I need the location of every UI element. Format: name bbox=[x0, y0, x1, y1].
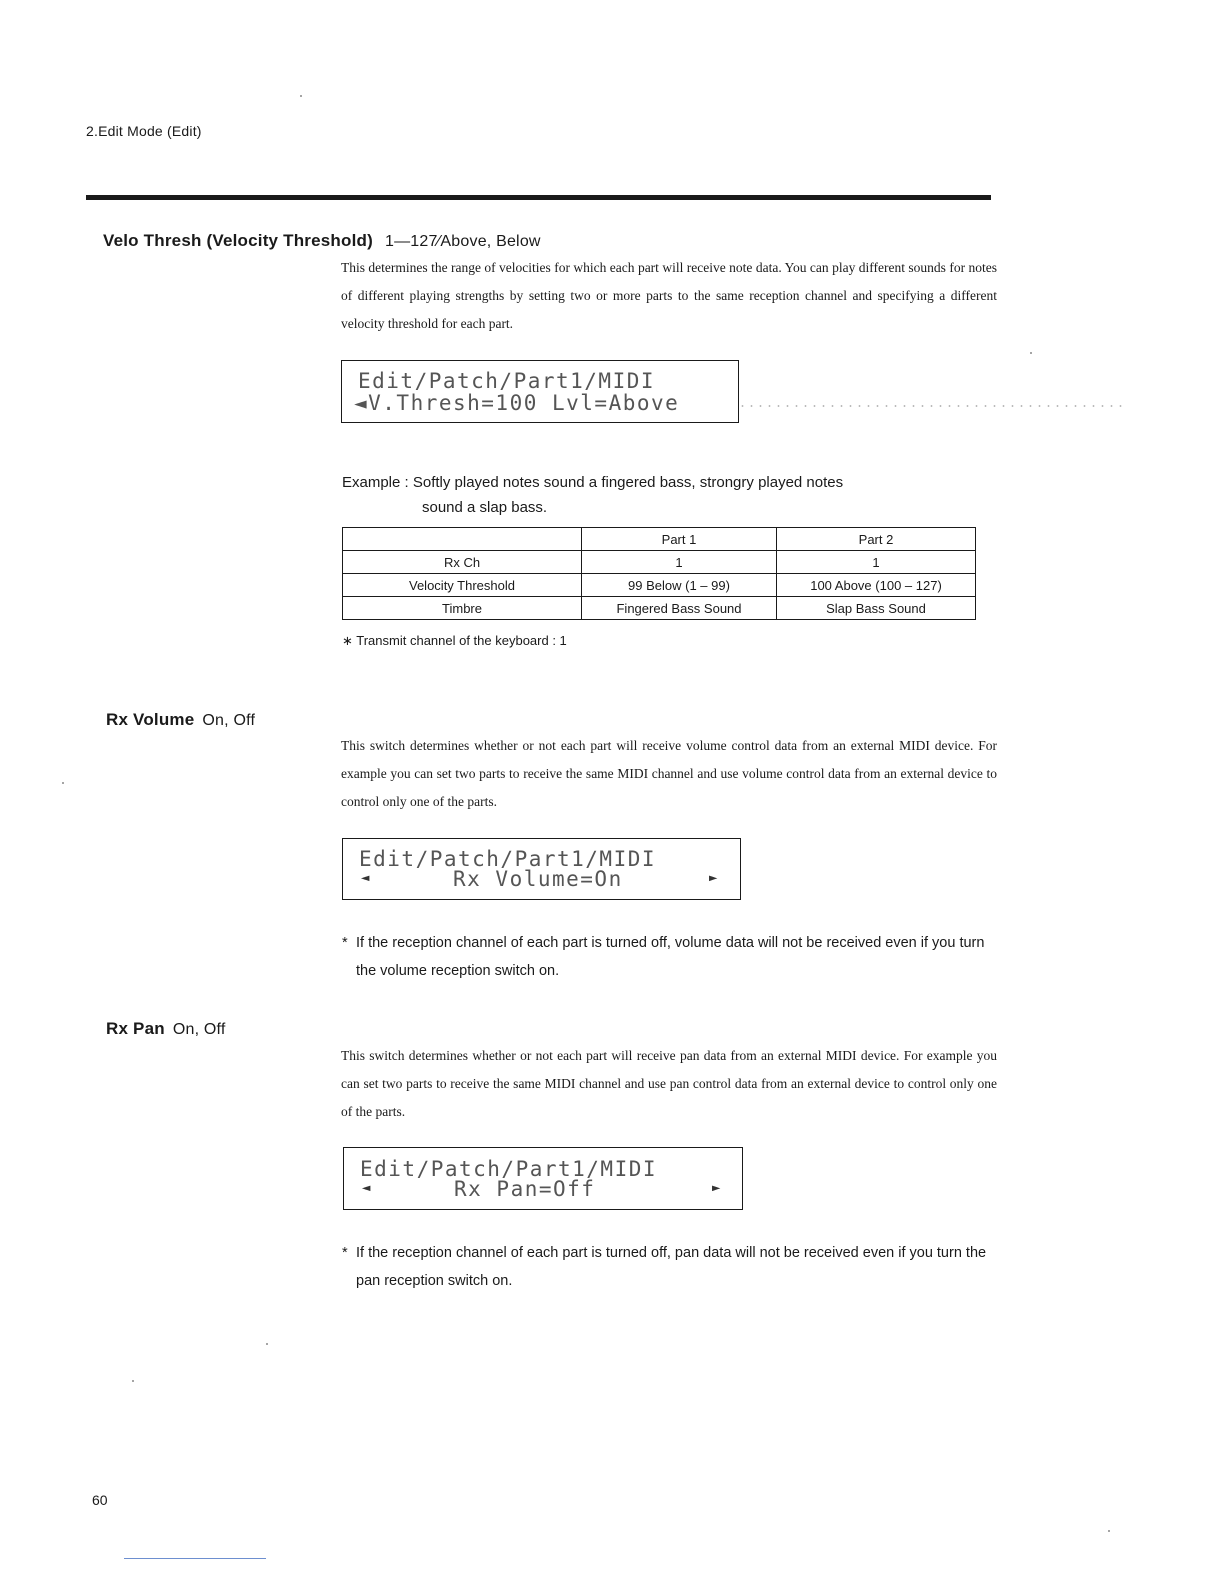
lcd-dotted-trail bbox=[738, 404, 1122, 408]
table-cell: Slap Bass Sound bbox=[777, 597, 976, 620]
velo-example bbox=[342, 470, 982, 520]
example-line2: sound a slap bass. bbox=[422, 499, 548, 516]
rx-volume-note-text: If the reception channel of each part is turned off, volume data will not be received even if you turn the volume reception switch on. bbox=[356, 935, 985, 979]
table-cell: Timbre bbox=[343, 597, 582, 620]
rx-pan-description: This switch determines whether or not each part will receive pan data from an external MIDI device. For example you can set two parts to receive the same MIDI channel and use pan control data from an external device to control only one of the parts. bbox=[341, 1048, 997, 1119]
rx-volume-range: On, Off bbox=[202, 712, 256, 729]
table-cell: Rx Ch bbox=[343, 551, 582, 574]
rx-volume-heading: Rx Volume bbox=[106, 710, 195, 729]
velo-lcd-line1: Edit∕Patch∕Part1∕MIDI bbox=[358, 369, 656, 393]
velo-thresh-lcd bbox=[341, 360, 739, 423]
note-bullet: * bbox=[342, 1245, 348, 1261]
page-number: 60 bbox=[92, 1492, 108, 1508]
table-cell: 99 Below (1 – 99) bbox=[582, 574, 777, 597]
velocity-example-table bbox=[342, 527, 976, 620]
example-line1: Example : Softly played notes sound a fingered bass, strongry played notes bbox=[342, 474, 844, 491]
rx-volume-description: This switch determines whether or not each part will receive volume control data from an external MIDI device. For example you can set two parts to receive the same MIDI channel and use volume control data from an external device to control only one of the parts. bbox=[341, 738, 997, 809]
rx-pan-heading: Rx Pan bbox=[106, 1019, 165, 1038]
rx-pan-title bbox=[106, 1019, 226, 1039]
table-cell: 1 bbox=[582, 551, 777, 574]
velo-thresh-title bbox=[103, 231, 541, 251]
rx-volume-note bbox=[342, 929, 1002, 985]
right-arrow-icon: ► bbox=[709, 870, 718, 886]
table-header-cell: Part 1 bbox=[582, 528, 777, 551]
volume-lcd-line2: Rx Volume=On bbox=[453, 867, 623, 891]
table-cell: Velocity Threshold bbox=[343, 574, 582, 597]
table-cell: Fingered Bass Sound bbox=[582, 597, 777, 620]
velo-lcd-line2: ◄V.Thresh=100 Lvl=Above bbox=[354, 391, 680, 415]
rx-pan-note-text: If the reception channel of each part is turned off, pan data will not be received even if you turn the pan reception switch on. bbox=[356, 1245, 987, 1289]
table-row bbox=[343, 574, 976, 597]
table-row bbox=[343, 551, 976, 574]
pan-lcd-line1: Edit∕Patch∕Part1∕MIDI bbox=[360, 1157, 658, 1181]
pan-lcd-line2: Rx Pan=Off bbox=[454, 1177, 596, 1201]
scan-speck bbox=[266, 1343, 268, 1345]
rx-volume-title bbox=[106, 710, 255, 730]
left-arrow-icon: ◄ bbox=[361, 870, 370, 886]
rx-pan-note bbox=[342, 1239, 1002, 1295]
table-row bbox=[343, 597, 976, 620]
table-cell: 1 bbox=[777, 551, 976, 574]
scan-speck bbox=[62, 782, 64, 784]
running-head: 2.Edit Mode (Edit) bbox=[86, 123, 202, 139]
header-rule bbox=[86, 195, 991, 200]
bottom-line bbox=[124, 1558, 266, 1559]
rx-volume-lcd bbox=[342, 838, 741, 900]
table-header-cell bbox=[343, 528, 582, 551]
note-bullet: * bbox=[342, 935, 348, 951]
rx-pan-range: On, Off bbox=[172, 1021, 226, 1038]
table-row bbox=[343, 528, 976, 551]
transmit-channel-footnote: ∗ Transmit channel of the keyboard : 1 bbox=[342, 633, 567, 648]
left-arrow-icon: ◄ bbox=[362, 1180, 371, 1196]
velo-thresh-range: 1—127∕Above, Below bbox=[384, 233, 541, 250]
table-cell: 100 Above (100 – 127) bbox=[777, 574, 976, 597]
scan-speck bbox=[1030, 352, 1032, 354]
scan-speck bbox=[132, 1380, 134, 1382]
velo-thresh-description: This determines the range of velocities for which each part will receive note data. You can play different sounds for notes of different playing strengths by setting two or more parts to the same reception channel and specifying a different velocity threshold for each part. bbox=[341, 260, 997, 331]
table-header-cell: Part 2 bbox=[777, 528, 976, 551]
rx-pan-lcd bbox=[343, 1147, 743, 1210]
right-arrow-icon: ► bbox=[712, 1180, 721, 1196]
scan-speck bbox=[1108, 1530, 1110, 1532]
volume-lcd-line1: Edit∕Patch∕Part1∕MIDI bbox=[359, 847, 657, 871]
scan-speck bbox=[300, 95, 302, 97]
velo-thresh-heading: Velo Thresh (Velocity Threshold) bbox=[103, 231, 373, 250]
